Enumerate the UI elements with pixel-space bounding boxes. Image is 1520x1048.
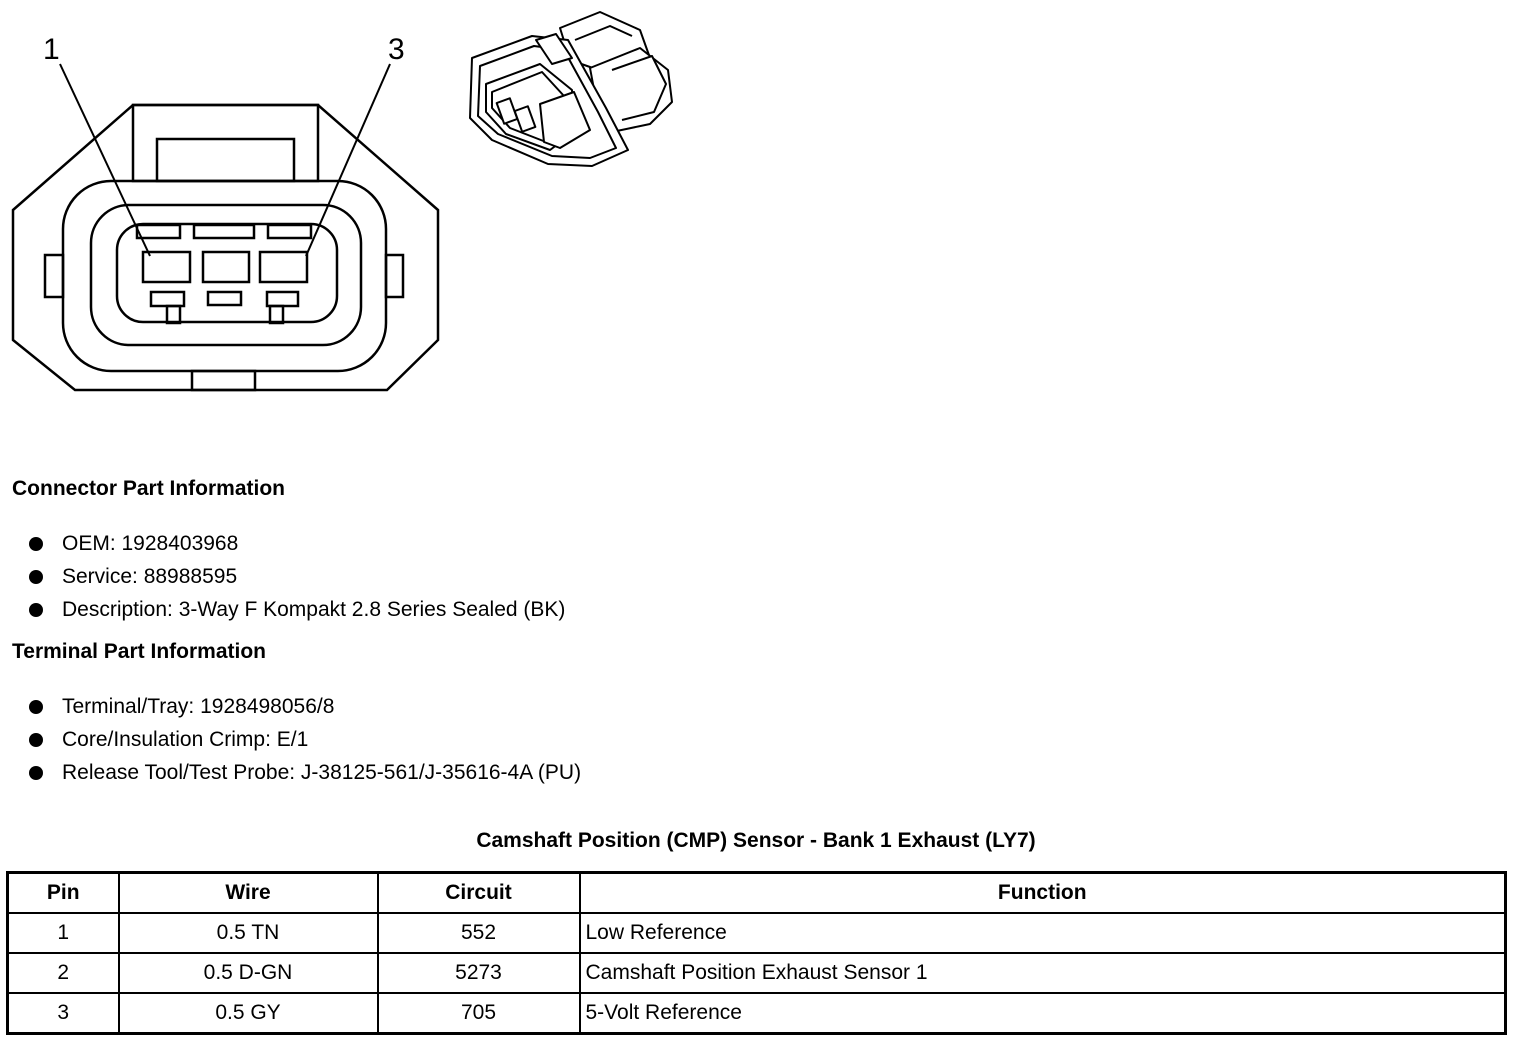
pin-1-label: 1 xyxy=(43,33,60,66)
function-cell: 5-Volt Reference xyxy=(580,993,1506,1034)
left-side-tab xyxy=(45,255,63,297)
table-header-row xyxy=(8,873,1506,914)
pin-3-key xyxy=(267,292,298,306)
bullet-icon xyxy=(29,733,43,747)
bullet-icon xyxy=(29,766,43,780)
connector-part-info-heading: Connector Part Information xyxy=(12,477,286,500)
table-row xyxy=(8,993,1506,1034)
circuit-cell: 552 xyxy=(378,913,580,953)
pin-3-lock-slot xyxy=(268,225,311,238)
header-wire: Wire xyxy=(119,873,378,914)
pin-1-terminal xyxy=(143,252,190,282)
connector-top-latch xyxy=(133,105,318,181)
wire-cell: 0.5 TN xyxy=(119,913,378,953)
wire-cell: 0.5 D-GN xyxy=(119,953,378,993)
circuit-cell: 5273 xyxy=(378,953,580,993)
core-insulation-crimp: Core/Insulation Crimp: E/1 xyxy=(62,728,309,751)
pin-table xyxy=(6,871,1507,1035)
bullet-icon xyxy=(29,570,43,584)
terminal-part-info-list xyxy=(28,690,581,789)
table-row xyxy=(8,953,1506,993)
connector-outer-housing xyxy=(13,105,438,390)
connector-top-latch-inner xyxy=(157,139,294,181)
function-cell: Camshaft Position Exhaust Sensor 1 xyxy=(580,953,1506,993)
service-part-number: Service: 88988595 xyxy=(62,565,238,588)
list-item xyxy=(28,756,581,789)
bullet-icon xyxy=(29,603,43,617)
bottom-key xyxy=(192,371,255,390)
connector-isometric-illustration xyxy=(470,12,672,166)
header-pin: Pin xyxy=(8,873,119,914)
circuit-cell: 705 xyxy=(378,993,580,1034)
list-item xyxy=(28,690,581,723)
list-item xyxy=(28,593,565,626)
list-item xyxy=(28,560,565,593)
pin-2-lock-slot xyxy=(194,225,254,238)
oem-part-number: OEM: 1928403968 xyxy=(62,532,239,555)
list-item xyxy=(28,527,565,560)
function-cell: Low Reference xyxy=(580,913,1506,953)
connector-diagram xyxy=(0,0,700,440)
right-side-tab xyxy=(386,255,403,297)
pin-1-key xyxy=(151,292,184,306)
connector-part-info-list xyxy=(28,527,565,626)
terminal-part-info-heading: Terminal Part Information xyxy=(12,640,266,663)
pin-2-terminal xyxy=(203,252,249,282)
list-item xyxy=(28,723,581,756)
pin-1-lock-slot xyxy=(137,225,180,238)
table-row xyxy=(8,913,1506,953)
header-circuit: Circuit xyxy=(378,873,580,914)
pin-2-key xyxy=(208,292,241,305)
header-function: Function xyxy=(580,873,1506,914)
bullet-icon xyxy=(29,700,43,714)
connector-face xyxy=(13,105,438,390)
wire-cell: 0.5 GY xyxy=(119,993,378,1034)
pin-cell: 2 xyxy=(8,953,119,993)
pin-1-leader-line xyxy=(60,64,150,256)
pin-cell: 1 xyxy=(8,913,119,953)
release-tool-test-probe: Release Tool/Test Probe: J-38125-561/J-35616-4A (PU) xyxy=(62,761,582,784)
connector-description: Description: 3-Way F Kompakt 2.8 Series Sealed (BK) xyxy=(62,598,566,621)
bullet-icon xyxy=(29,537,43,551)
pin-3-label: 3 xyxy=(388,33,405,66)
pin-3-key-stem xyxy=(270,306,283,323)
pin-table-title: Camshaft Position (CMP) Sensor - Bank 1 Exhaust (LY7) xyxy=(476,829,1036,852)
terminal-tray: Terminal/Tray: 1928498056/8 xyxy=(62,695,335,718)
pin-1-key-stem xyxy=(167,306,180,323)
pin-3-terminal xyxy=(260,252,307,282)
pin-cell: 3 xyxy=(8,993,119,1034)
